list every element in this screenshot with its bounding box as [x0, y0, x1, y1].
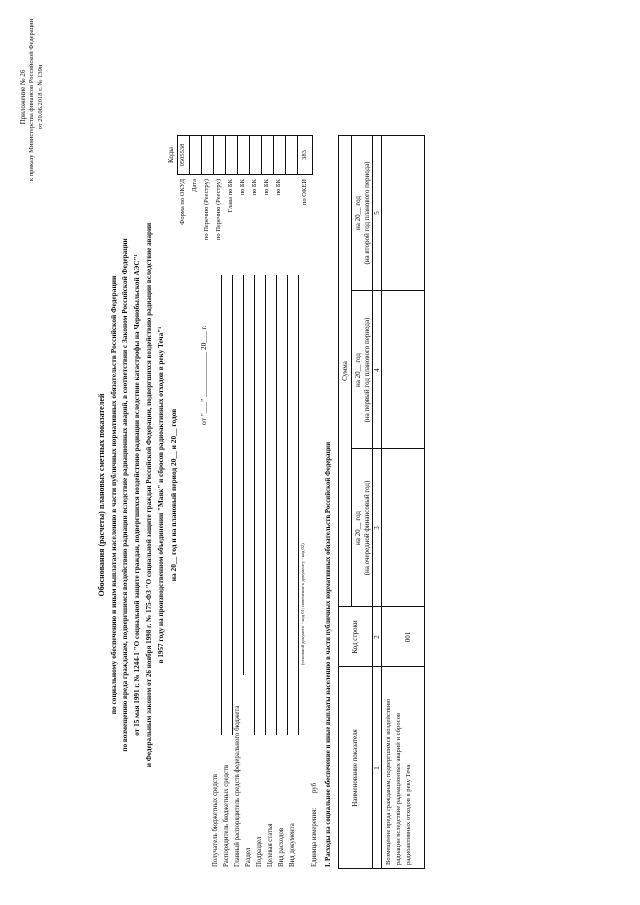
title-line-1: Обоснования (расчеты) плановых сметных показателей	[97, 393, 106, 597]
codes-label-registry-1: по Перечню (Реестру)	[203, 179, 210, 241]
field-target-article-label: Целевая статья	[267, 823, 274, 867]
header-sum: Сумма	[341, 361, 349, 381]
field-expense-type-line	[287, 275, 288, 735]
document-date-field: от "___" ____________ 20___ г.	[199, 325, 208, 425]
header-year-2-sub: (на первый год планового периода)	[363, 317, 371, 423]
col-number-2: 2	[373, 635, 381, 639]
field-chief-distributor-line	[243, 275, 244, 675]
codes-label-bk-1: по БК	[239, 179, 246, 196]
row-name-line-2: радиации вследствие радиационных аварий и сбросов	[395, 712, 402, 865]
title-line-3: по возмещению вреда гражданам, подвергшимся воздействию радиации вследствие радиационных аварий, в соответствии с Законом Российской Федерации	[121, 238, 129, 752]
appendix-order: к приказу Министерства финансов Российской Федерации	[28, 18, 35, 182]
col-number-1: 1	[373, 766, 381, 770]
codes-label-bk-2: по БК	[251, 179, 258, 196]
codes-label-chapter: Глава по БК	[227, 179, 234, 213]
row-code: 001	[404, 631, 412, 643]
col-number-4: 4	[373, 368, 381, 372]
title-line-4: от 15 мая 1991 г. № 1244-1 "О социальной защите граждан, подвергшихся воздействию радиации вследствие катастрофы на Чернобыльской АЭС"¹	[133, 254, 141, 736]
appendix-number: Приложение № 26	[19, 69, 27, 125]
field-recipient-label: Получатель бюджетных средств	[212, 774, 219, 867]
codes-label-date: Дата	[191, 179, 198, 192]
codes-header: Коды	[167, 147, 175, 163]
field-subsection-line	[265, 275, 266, 735]
title-line-7: на 20__ год и на плановый период 20__ и 20__ годов	[169, 408, 178, 582]
title-line-2: по социальному обеспечению и иным выплатам населению в части публичных нормативных обязательств Российской Федерации	[109, 275, 118, 715]
row-name-line-1: Возмещение вреда гражданам, подвергшимся воздействию	[385, 698, 392, 865]
header-year-2: на 20__ год	[354, 353, 362, 387]
header-year-1-sub: (на очередной финансовый год)	[363, 480, 371, 576]
codes-label-registry-2: по Перечню (Реестру)	[215, 179, 222, 241]
codes-label-bk-4: по БК	[275, 179, 282, 196]
field-distributor-label: Распорядитель бюджетных средств	[223, 764, 230, 867]
header-year-3: на 20__ год	[354, 196, 362, 230]
codes-box	[177, 135, 313, 175]
field-recipient-line	[221, 275, 222, 735]
codes-label-bk-3: по БК	[263, 179, 270, 196]
codes-label-okei: по ОКЕИ	[301, 179, 308, 206]
field-subsection-label: Подраздел	[256, 836, 263, 867]
col-number-3: 3	[373, 526, 381, 530]
field-chief-distributor-label: Главный распорядитель средств федерального бюджета	[234, 705, 241, 867]
field-expense-type-label: Вид расходов	[278, 827, 285, 867]
field-target-article-line	[276, 275, 277, 735]
title-line-5: и Федеральным законом от 26 ноября 1998 г. № 175-ФЗ "О социальной защите граждан Российской Федерации, подвергшихся воздействию радиации вследствие аварии	[145, 222, 153, 768]
row-name-line-3: радиоактивных отходов в реку Теча	[405, 764, 412, 865]
unit-value: руб	[311, 782, 318, 793]
appendix-date: от 20.06.2018 г. № 139н	[37, 64, 44, 130]
field-doc-type-hint: (основной документ - код 01; изменение к документу - код 02)	[300, 543, 305, 665]
header-name: Наименование показателя	[351, 729, 359, 807]
field-section-label: Раздел	[245, 847, 252, 867]
unit-label: Единица измерения:	[311, 807, 318, 867]
codes-value-okei: 383	[301, 150, 308, 160]
section-1-heading: I. Расходы на социальное обеспечение и иные выплаты населению в части публичных нормативных обязательств Российской Федерации	[325, 441, 332, 867]
codes-value-okud: 0505538	[179, 143, 186, 167]
field-section-line	[254, 275, 255, 735]
title-line-6: в 1957 году на производственном объединении "Маяк" и сбросов радиоактивных отходов в реку Теча"¹	[157, 326, 165, 664]
field-doc-type-line	[298, 275, 299, 735]
header-code: Код строки	[351, 620, 359, 654]
header-year-1: на 20__ год	[354, 511, 362, 545]
field-doc-type-label: Вид документа	[289, 823, 296, 867]
codes-label-okud: Форма по ОКУД	[179, 179, 186, 225]
field-distributor-line	[232, 275, 233, 735]
col-number-5: 5	[373, 211, 381, 215]
header-year-3-sub: (на второй год планового периода)	[363, 161, 371, 265]
